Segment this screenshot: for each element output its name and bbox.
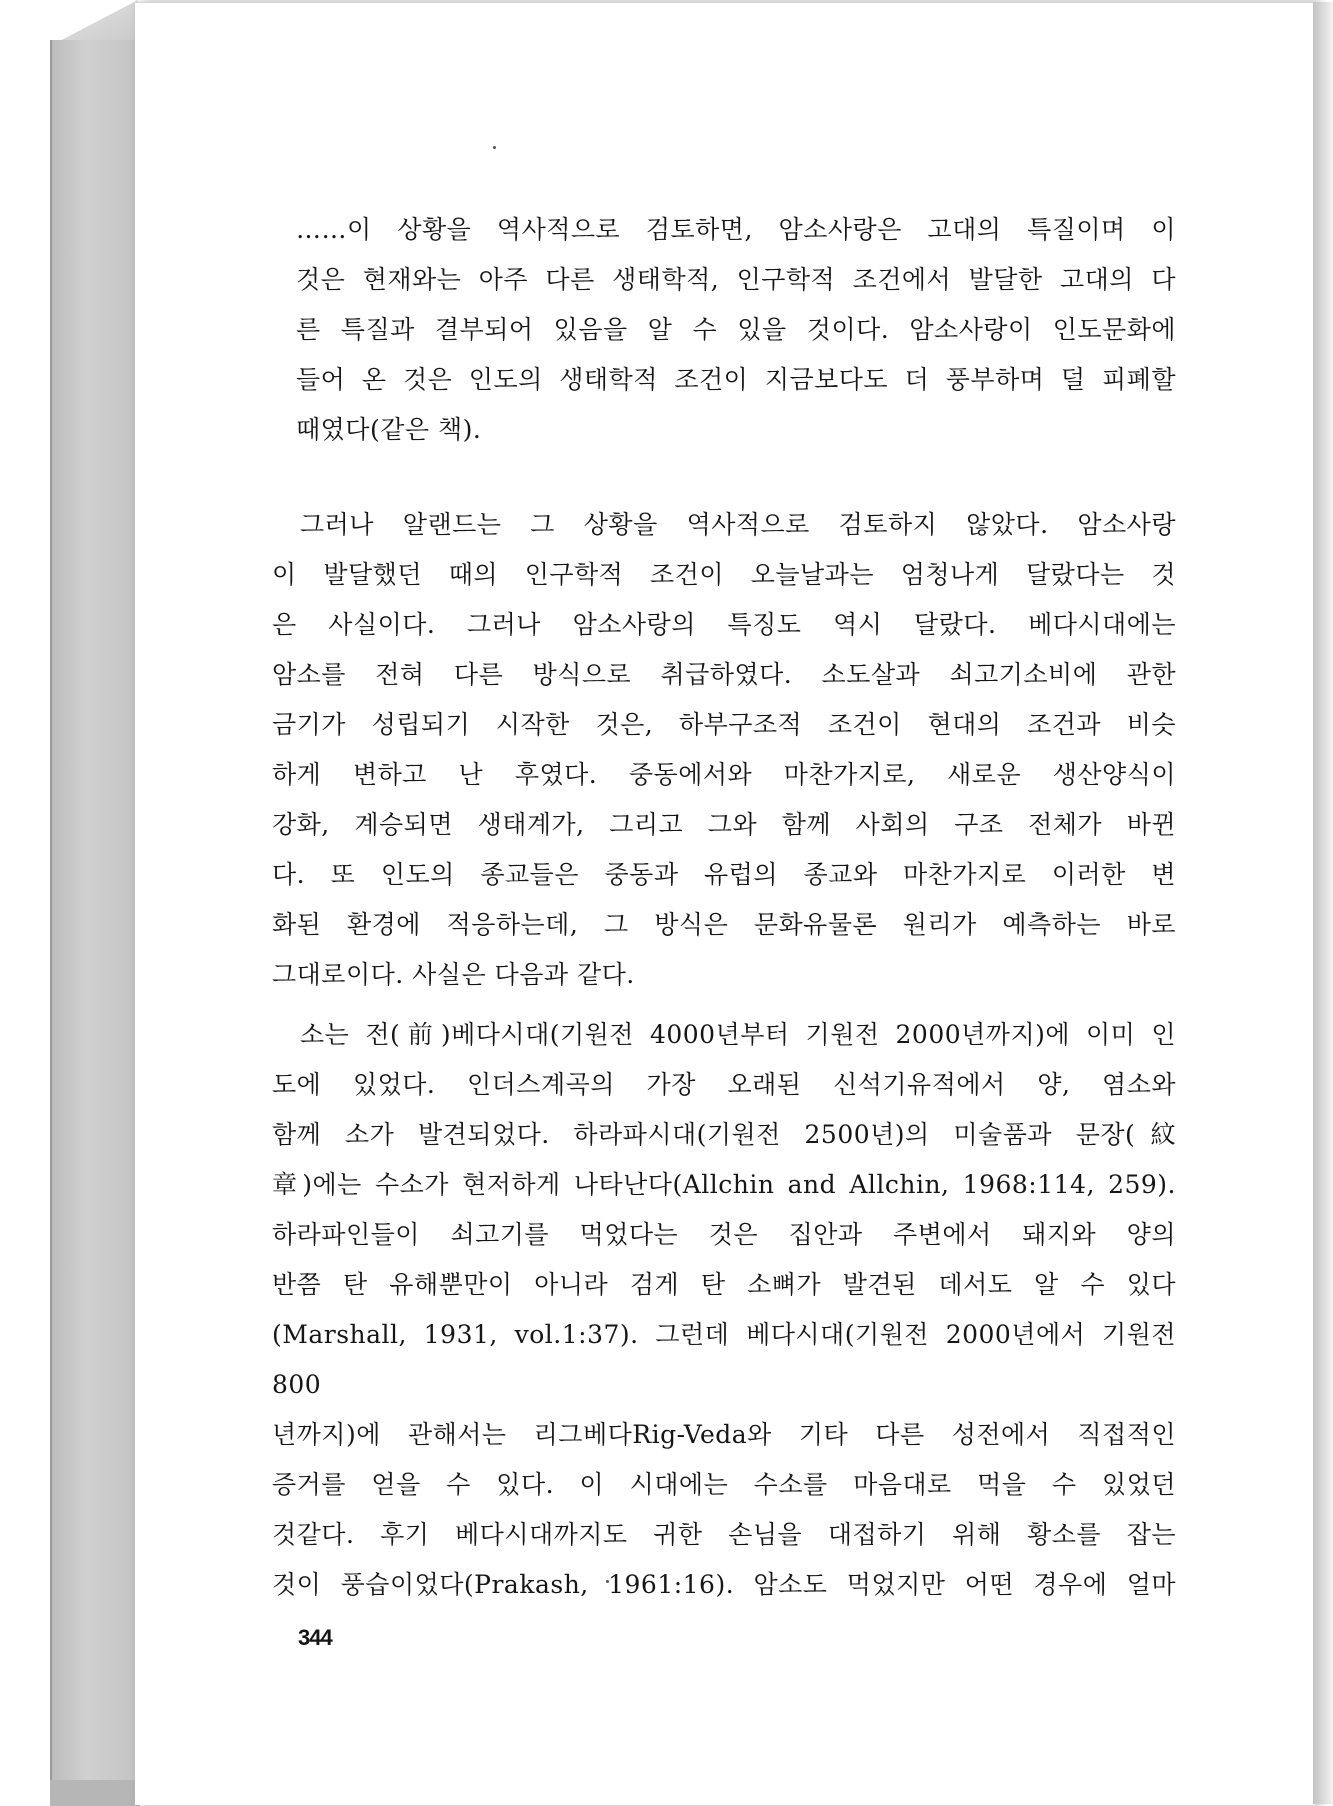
- paragraph-line: 것이 풍습이었다(Prakash, 1961:16). 암소도 먹었지만 어떤 경우에 얼마: [272, 1570, 1176, 1599]
- paragraph-line: 章)에는 수소가 현저하게 나타난다(Allchin and Allchin, 1968:114, 259).: [272, 1170, 1176, 1199]
- paragraph-line: 그대로이다. 사실은 다음과 같다.: [272, 960, 635, 989]
- quote-line: 들어 온 것은 인도의 생태학적 조건이 지금보다도 더 풍부하며 덜 피폐할: [296, 365, 1176, 394]
- paragraph-line: 은 사실이다. 그러나 암소사랑의 특징도 역시 달랐다. 베다시대에는: [272, 610, 1176, 639]
- paragraph-line: 증거를 얻을 수 있다. 이 시대에는 수소를 마음대로 먹을 수 있었던: [272, 1470, 1176, 1499]
- paragraph-line: 소는 전(前)베다시대(기원전 4000년부터 기원전 2000년까지)에 이미 인: [300, 1020, 1176, 1049]
- paragraph-line: 그러나 알랜드는 그 상황을 역사적으로 검토하지 않았다. 암소사랑: [300, 510, 1176, 539]
- paragraph-line: 년까지)에 관해서는 리그베다Rig-Veda와 기타 다른 성전에서 직접적인: [272, 1420, 1176, 1449]
- paragraph-line: 도에 있었다. 인더스계곡의 가장 오래된 신석기유적에서 양, 염소와: [272, 1070, 1176, 1099]
- paragraph-line: 다. 또 인도의 종교들은 중동과 유럽의 종교와 마찬가지로 이러한 변: [272, 860, 1176, 889]
- paragraph-line: 반쯤 탄 유해뿐만이 아니라 검게 탄 소뼈가 발견된 데서도 알 수 있다: [272, 1270, 1176, 1299]
- book-bottom-edge: [50, 1780, 140, 1806]
- book-spine: [50, 40, 137, 1800]
- paragraph-line: 하게 변하고 난 후였다. 중동에서와 마찬가지로, 새로운 생산양식이: [272, 760, 1176, 789]
- block-quote: [296, 205, 1176, 455]
- page-number: 344: [298, 1625, 332, 1650]
- paragraph-line: 이 발달했던 때의 인구학적 조건이 오늘날과는 엄청나게 달랐다는 것: [272, 560, 1176, 589]
- paragraph-line: 강화, 계승되면 생태계가, 그리고 그와 함께 사회의 구조 전체가 바뀐: [272, 810, 1176, 839]
- quote-line: 른 특질과 결부되어 있음을 알 수 있을 것이다. 암소사랑이 인도문화에: [296, 315, 1176, 344]
- quote-line: 것은 현재와는 아주 다른 생태학적, 인구학적 조건에서 발달한 고대의 다: [296, 265, 1176, 294]
- paragraph: [272, 1010, 1176, 1610]
- paragraph-line: 함께 소가 발견되었다. 하라파시대(기원전 2500년)의 미술품과 문장(紋: [272, 1120, 1176, 1149]
- page-right-edge: [1313, 2, 1333, 1804]
- quote-line: 때였다(같은 책).: [296, 415, 482, 444]
- page-speck: [493, 146, 496, 149]
- paragraph-line: 화된 환경에 적응하는데, 그 방식은 문화유물론 원리가 예측하는 바로: [272, 910, 1176, 939]
- quote-line: ……이 상황을 역사적으로 검토하면, 암소사랑은 고대의 특질이며 이: [296, 215, 1176, 244]
- paragraph-line: 하라파인들이 쇠고기를 먹었다는 것은 집안과 주변에서 돼지와 양의: [272, 1220, 1176, 1249]
- paragraph-line: (Marshall, 1931, vol.1:37). 그런데 베다시대(기원전 2000년에서 기원전 800: [272, 1320, 1176, 1399]
- paragraph-line: 금기가 성립되기 시작한 것은, 하부구조적 조건이 현대의 조건과 비슷: [272, 710, 1176, 739]
- paragraph-line: 것같다. 후기 베다시대까지도 귀한 손님을 대접하기 위해 황소를 잡는: [272, 1520, 1176, 1549]
- paragraph-line: 암소를 전혀 다른 방식으로 취급하였다. 소도살과 쇠고기소비에 관한: [272, 660, 1176, 689]
- paragraph: [272, 500, 1176, 1000]
